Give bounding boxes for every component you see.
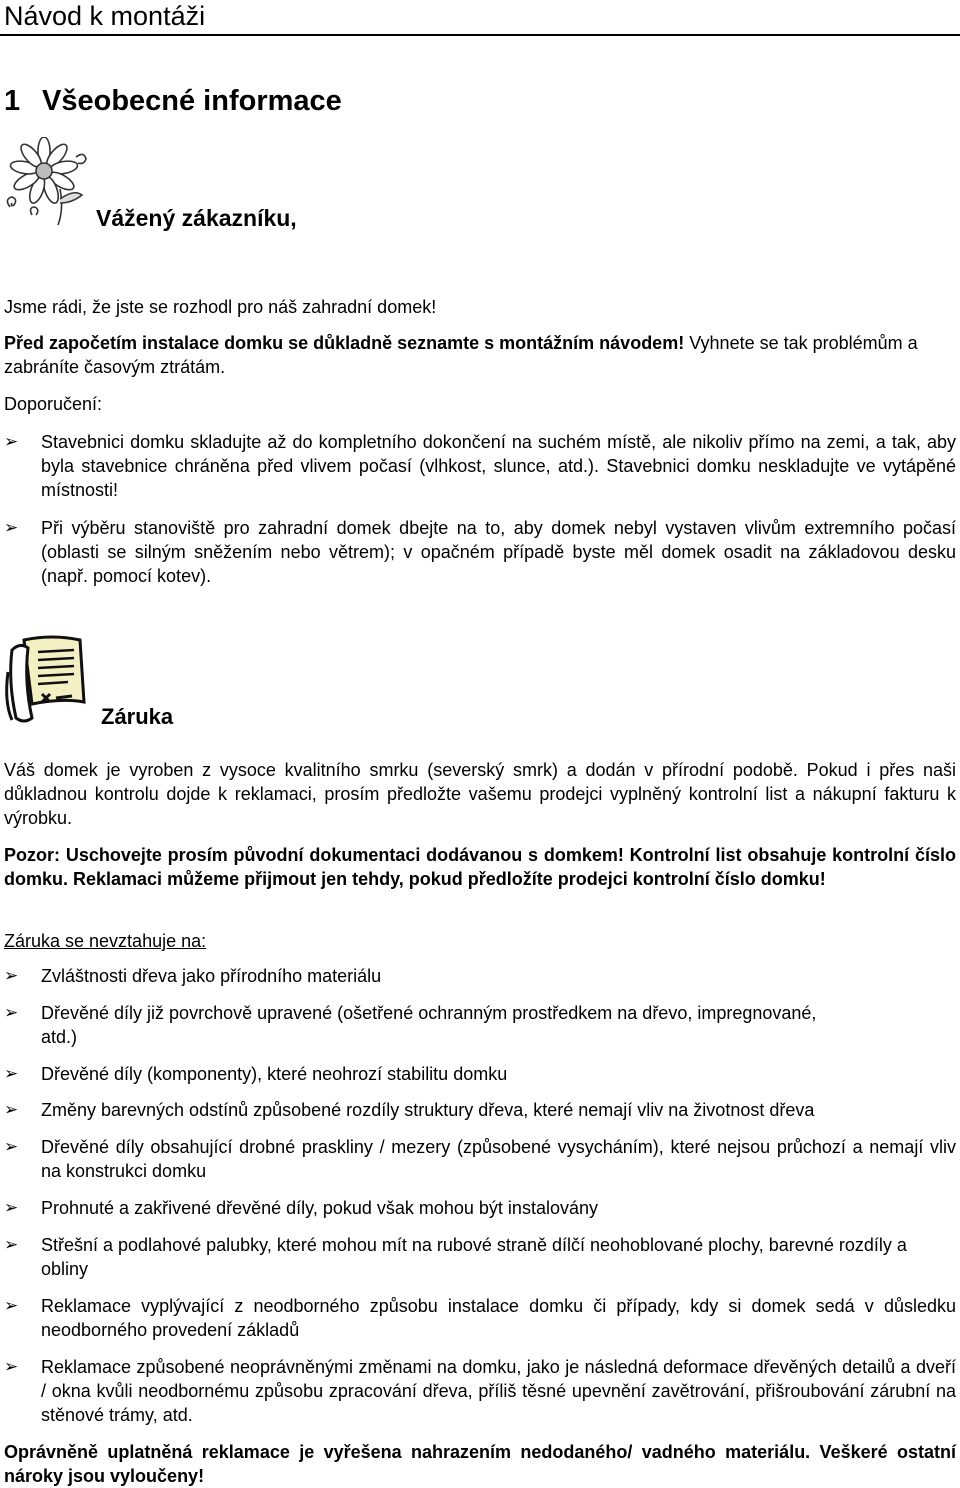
daisy-clipart-icon (2, 137, 92, 227)
document-title: Návod k montáži (4, 1, 206, 31)
arrowhead-bullet-icon: ➢ (4, 432, 19, 451)
exclusion-item-text: Dřevěné díly obsahující drobné praskliny / mezery (způsobené vysycháním), které nejsou průchozí a nemají vliv na konstrukci domku (41, 1137, 956, 1181)
arrowhead-bullet-icon: ➢ (4, 1137, 19, 1156)
exclusion-item-text: Reklamace způsobené neoprávněnými změnami na domku, jako je následná deformace dřevěných detailů a dveří / okna kvůli neodbornému způsobu zpracování dřeva, příliš těsné upevnění zavětrování, přišroubování zárubní na stěnové trámy, atd. (41, 1357, 956, 1425)
exclusion-item-text: Prohnuté a zakřivené dřevěné díly, pokud však mohou být instalovány (41, 1198, 598, 1218)
exclusion-item-text: Dřevěné díly již povrchově upravené (ošetřené ochranným prostředkem na dřevo, impregnované, atd.) (41, 1003, 817, 1047)
exclusion-item (4, 1294, 956, 1342)
arrowhead-bullet-icon: ➢ (4, 1357, 19, 1376)
exclusion-item (4, 1196, 956, 1220)
warranty-heading: Záruka (101, 704, 174, 729)
arrowhead-bullet-icon: ➢ (4, 1198, 19, 1217)
exclusion-item-text: Reklamace vyplývající z neodborného způsobu instalace domku či případy, kdy si domek sedá v důsledku neodborného provedení základů (41, 1296, 956, 1340)
closing-statement: Oprávněně uplatněná reklamace je vyřešena nahrazením nedodaného/ vadného materiálu. Veškeré ostatní nároky jsou vyloučeny! (4, 1442, 956, 1486)
title-rule (0, 34, 960, 36)
section-title: Všeobecné informace (42, 85, 342, 117)
arrowhead-bullet-icon: ➢ (4, 966, 19, 985)
recommendation-item (4, 430, 956, 502)
section-heading (4, 83, 342, 119)
exclusion-item (4, 1233, 956, 1281)
exclusion-item (4, 1098, 956, 1122)
exclusion-item-text: Změny barevných odstínů způsobené rozdíly struktury dřeva, které nemají vliv na životnost dřeva (41, 1100, 815, 1120)
greeting-heading: Vážený zákazníku, (96, 205, 297, 231)
exclusion-item (4, 1062, 956, 1086)
warranty-paragraph: Váš domek je vyroben z vysoce kvalitního smrku (severský smrk) a dodán v přírodní podobě. Pokud i přes naši důkladnou kontrolu dojde k reklamaci, prosím předložte vašemu prodejci vyplněný kontrolní list a nákupní fakturu k výrobku. (4, 760, 956, 828)
exclusion-item (4, 1001, 956, 1049)
arrowhead-bullet-icon: ➢ (4, 1064, 19, 1083)
recommendation-label: Doporučení: (4, 394, 103, 414)
exclusion-item (4, 1135, 956, 1183)
exclusion-item (4, 1355, 956, 1427)
exclusions-label: Záruka se nevztahuje na: (4, 931, 207, 951)
scroll-document-icon (2, 632, 97, 727)
arrowhead-bullet-icon: ➢ (4, 1003, 19, 1022)
arrowhead-bullet-icon: ➢ (4, 518, 19, 537)
exclusion-item-text: Střešní a podlahové palubky, které mohou mít na rubové straně dílčí neohoblované plochy, barevné rozdíly a obliny (41, 1235, 907, 1279)
arrowhead-bullet-icon: ➢ (4, 1296, 19, 1315)
exclusion-item-text: Zvláštnosti dřeva jako přírodního materiálu (41, 966, 382, 986)
arrowhead-bullet-icon: ➢ (4, 1100, 19, 1119)
recommendation-item-text: Při výběru stanoviště pro zahradní domek dbejte na to, aby domek nebyl vystaven vlivům extremního počasí (oblasti se silným sněžením nebo větrem); v opačném případě byste měl domek osadit na základovou desku (např. pomocí kotev). (41, 518, 956, 586)
intro-bold: Před započetím instalace domku se důkladně seznamte s montážním návodem! (4, 333, 685, 353)
arrowhead-bullet-icon: ➢ (4, 1235, 19, 1254)
recommendation-item (4, 516, 956, 588)
section-number: 1 (4, 85, 21, 117)
intro-paragraph (4, 331, 956, 379)
recommendation-item-text: Stavebnici domku skladujte až do kompletního dokončení na suchém místě, ale nikoliv přímo na zemi, a tak, aby byla stavebnice chráněna před vlivem počasí (vlhkost, slunce, atd.). Stavebnici domku neskladujte ve vytápěné místnosti! (41, 432, 956, 500)
intro-normal: Vyhnete se tak problémům a zabráníte časovým ztrátám. (4, 333, 918, 377)
intro-line: Jsme rádi, že jste se rozhodl pro náš zahradní domek! (4, 297, 437, 317)
exclusion-item (4, 964, 956, 988)
warranty-notice: Pozor: Uschovejte prosím původní dokumentaci dodávanou s domkem! Kontrolní list obsahuje kontrolní číslo domku. Reklamaci můžeme přijmout jen tehdy, pokud předložíte prodejci kontrolní číslo domku! (4, 845, 956, 889)
exclusion-item-text: Dřevěné díly (komponenty), které neohrozí stabilitu domku (41, 1064, 508, 1084)
